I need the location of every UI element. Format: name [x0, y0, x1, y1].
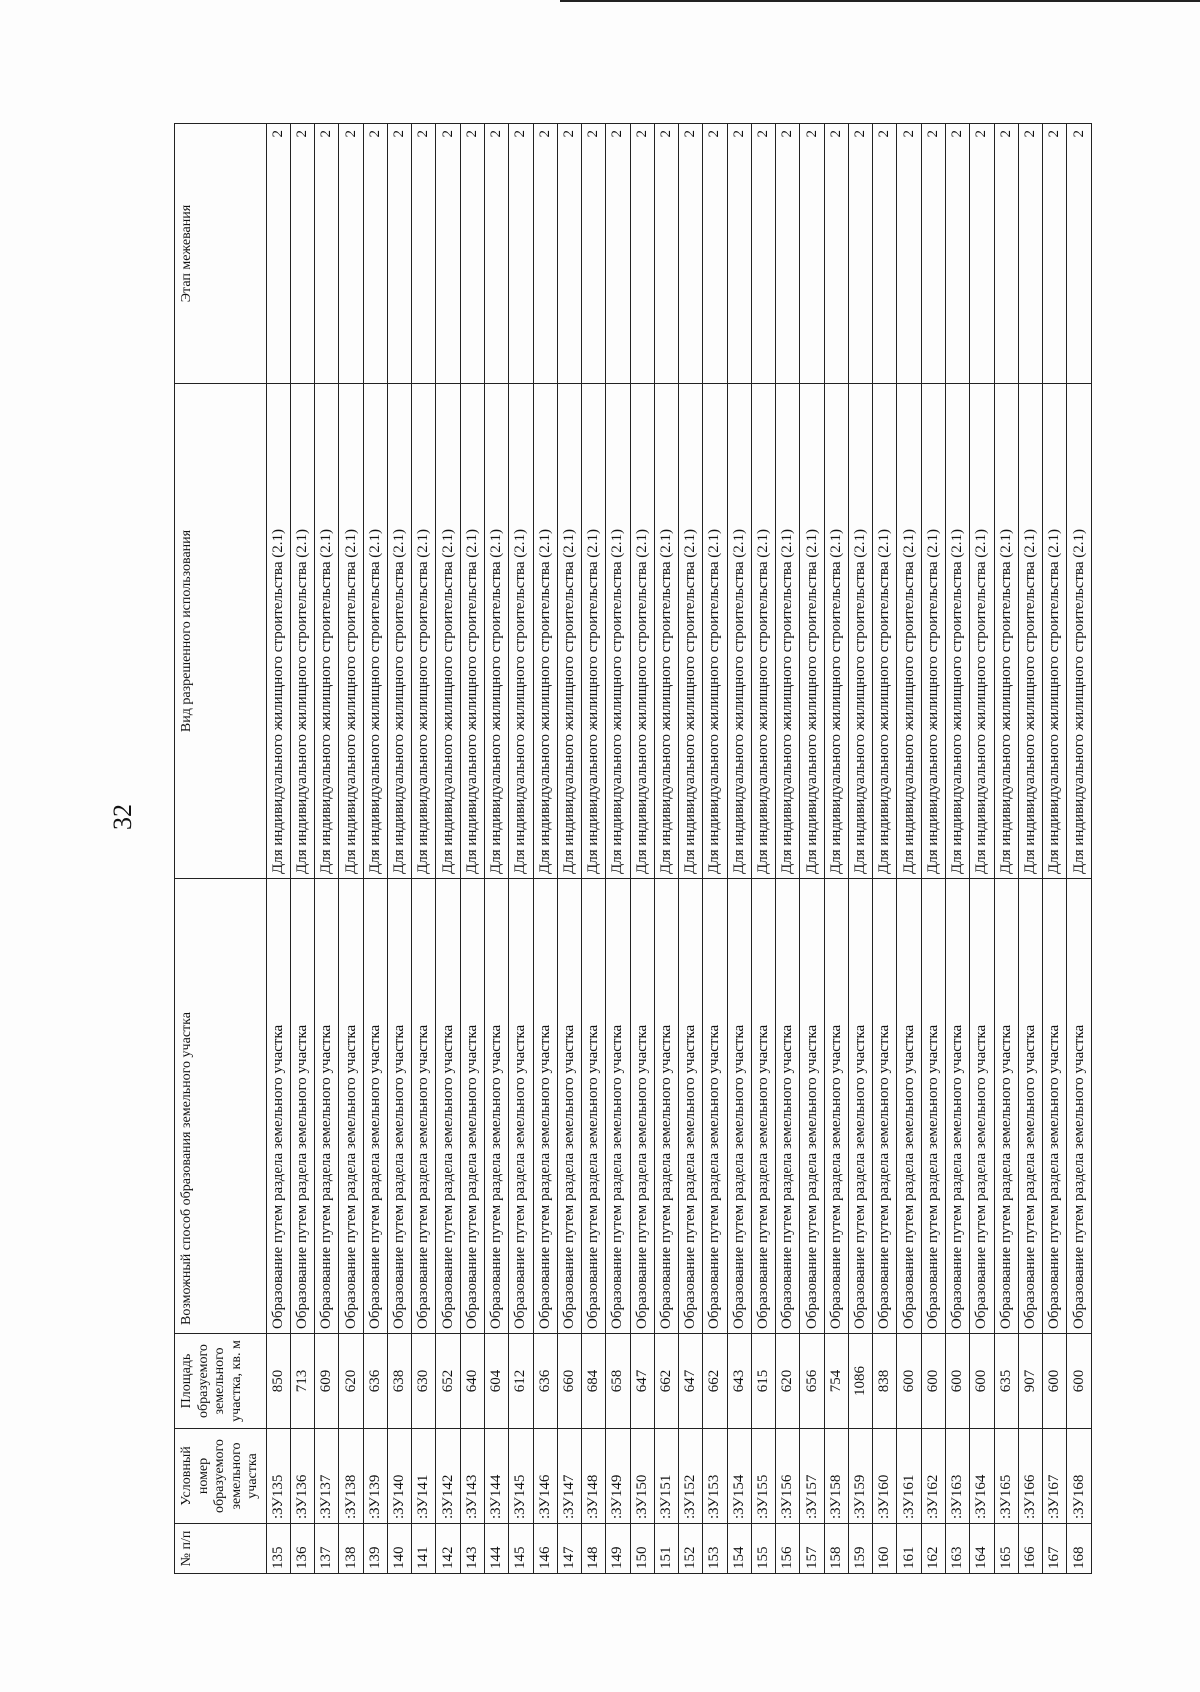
cell-num: 137 [315, 1524, 339, 1574]
cell-num: 135 [266, 1524, 290, 1574]
cell-use: Для индивидуального жилищного строительства (2.1) [654, 384, 678, 879]
cell-method: Образование путем раздела земельного участка [873, 879, 897, 1334]
cell-use: Для индивидуального жилищного строительства (2.1) [873, 384, 897, 879]
cell-stage: 2 [897, 124, 921, 384]
cell-num: 139 [363, 1524, 387, 1574]
cell-method: Образование путем раздела земельного участка [703, 879, 727, 1334]
cell-code: :ЗУ143 [460, 1429, 484, 1524]
cell-stage: 2 [412, 124, 436, 384]
cell-num: 157 [800, 1524, 824, 1574]
cell-code: :ЗУ162 [921, 1429, 945, 1524]
cell-code: :ЗУ149 [606, 1429, 630, 1524]
cell-code: :ЗУ159 [848, 1429, 872, 1524]
cell-code: :ЗУ136 [290, 1429, 314, 1524]
cell-stage: 2 [1067, 124, 1092, 384]
cell-use: Для индивидуального жилищного строительства (2.1) [1043, 384, 1067, 879]
header-area: Площадь образуемого земельного участка, кв. м [175, 1334, 267, 1429]
cell-stage: 2 [824, 124, 848, 384]
cell-num: 167 [1043, 1524, 1067, 1574]
cell-code: :ЗУ161 [897, 1429, 921, 1524]
table-row [848, 124, 872, 1574]
table-row [363, 124, 387, 1574]
cell-code: :ЗУ152 [679, 1429, 703, 1524]
cell-area: 660 [557, 1334, 581, 1429]
cell-area: 604 [484, 1334, 508, 1429]
table-row [970, 124, 994, 1574]
cell-stage: 2 [727, 124, 751, 384]
header-method: Возможный способ образования земельного участка [175, 879, 267, 1334]
header-code: Условный номер образуемого земельного участка [175, 1429, 267, 1524]
cell-stage: 2 [751, 124, 775, 384]
cell-use: Для индивидуального жилищного строительства (2.1) [557, 384, 581, 879]
cell-stage: 2 [994, 124, 1018, 384]
cell-area: 600 [1043, 1334, 1067, 1429]
cell-method: Образование путем раздела земельного участка [630, 879, 654, 1334]
cell-stage: 2 [460, 124, 484, 384]
cell-method: Образование путем раздела земельного участка [1018, 879, 1042, 1334]
cell-code: :ЗУ150 [630, 1429, 654, 1524]
cell-area: 662 [703, 1334, 727, 1429]
cell-method: Образование путем раздела земельного участка [460, 879, 484, 1334]
table-row [1043, 124, 1067, 1574]
header-num: № п/п [175, 1524, 267, 1574]
cell-code: :ЗУ135 [266, 1429, 290, 1524]
cell-area: 600 [970, 1334, 994, 1429]
cell-method: Образование путем раздела земельного участка [1043, 879, 1067, 1334]
cell-code: :ЗУ164 [970, 1429, 994, 1524]
table-row [387, 124, 411, 1574]
cell-use: Для индивидуального жилищного строительства (2.1) [460, 384, 484, 879]
cell-code: :ЗУ166 [1018, 1429, 1042, 1524]
cell-num: 153 [703, 1524, 727, 1574]
cell-use: Для индивидуального жилищного строительства (2.1) [800, 384, 824, 879]
table-row [266, 124, 290, 1574]
table-row [533, 124, 557, 1574]
cell-num: 158 [824, 1524, 848, 1574]
cell-num: 168 [1067, 1524, 1092, 1574]
cell-method: Образование путем раздела земельного участка [315, 879, 339, 1334]
cell-method: Образование путем раздела земельного участка [800, 879, 824, 1334]
cell-method: Образование путем раздела земельного участка [970, 879, 994, 1334]
cell-num: 146 [533, 1524, 557, 1574]
cell-use: Для индивидуального жилищного строительства (2.1) [363, 384, 387, 879]
header-stage: Этап межевания [175, 124, 267, 384]
cell-code: :ЗУ146 [533, 1429, 557, 1524]
cell-num: 156 [776, 1524, 800, 1574]
cell-method: Образование путем раздела земельного участка [363, 879, 387, 1334]
cell-method: Образование путем раздела земельного участка [557, 879, 581, 1334]
cell-stage: 2 [484, 124, 508, 384]
cell-use: Для индивидуального жилищного строительства (2.1) [897, 384, 921, 879]
cell-use: Для индивидуального жилищного строительства (2.1) [290, 384, 314, 879]
table-row [921, 124, 945, 1574]
cell-num: 159 [848, 1524, 872, 1574]
cell-use: Для индивидуального жилищного строительства (2.1) [824, 384, 848, 879]
cell-num: 155 [751, 1524, 775, 1574]
table-row [800, 124, 824, 1574]
table-row [1067, 124, 1092, 1574]
cell-method: Образование путем раздела земельного участка [606, 879, 630, 1334]
cell-num: 147 [557, 1524, 581, 1574]
cell-use: Для индивидуального жилищного строительства (2.1) [315, 384, 339, 879]
cell-stage: 2 [776, 124, 800, 384]
table-row [654, 124, 678, 1574]
cell-code: :ЗУ142 [436, 1429, 460, 1524]
cell-method: Образование путем раздела земельного участка [436, 879, 460, 1334]
cell-stage: 2 [315, 124, 339, 384]
cell-stage: 2 [582, 124, 606, 384]
table-row [1018, 124, 1042, 1574]
cell-method: Образование путем раздела земельного участка [946, 879, 970, 1334]
cell-area: 656 [800, 1334, 824, 1429]
cell-stage: 2 [654, 124, 678, 384]
cell-use: Для индивидуального жилищного строительства (2.1) [436, 384, 460, 879]
cell-use: Для индивидуального жилищного строительства (2.1) [630, 384, 654, 879]
cell-stage: 2 [363, 124, 387, 384]
cell-use: Для индивидуального жилищного строительства (2.1) [266, 384, 290, 879]
cell-stage: 2 [509, 124, 533, 384]
cell-code: :ЗУ140 [387, 1429, 411, 1524]
cell-num: 163 [946, 1524, 970, 1574]
cell-code: :ЗУ160 [873, 1429, 897, 1524]
rotated-table-container [174, 124, 1092, 1574]
cell-area: 643 [727, 1334, 751, 1429]
cell-area: 662 [654, 1334, 678, 1429]
cell-code: :ЗУ147 [557, 1429, 581, 1524]
cell-code: :ЗУ157 [800, 1429, 824, 1524]
table-row [290, 124, 314, 1574]
cell-use: Для индивидуального жилищного строительства (2.1) [412, 384, 436, 879]
cell-method: Образование путем раздела земельного участка [339, 879, 363, 1334]
cell-stage: 2 [921, 124, 945, 384]
cell-use: Для индивидуального жилищного строительства (2.1) [606, 384, 630, 879]
cell-area: 630 [412, 1334, 436, 1429]
cell-method: Образование путем раздела земельного участка [484, 879, 508, 1334]
table-row [339, 124, 363, 1574]
cell-code: :ЗУ158 [824, 1429, 848, 1524]
cell-stage: 2 [970, 124, 994, 384]
cell-area: 907 [1018, 1334, 1042, 1429]
table-row [751, 124, 775, 1574]
cell-use: Для индивидуального жилищного строительства (2.1) [484, 384, 508, 879]
cell-area: 600 [897, 1334, 921, 1429]
cell-use: Для индивидуального жилищного строительства (2.1) [946, 384, 970, 879]
cell-num: 161 [897, 1524, 921, 1574]
cell-area: 647 [679, 1334, 703, 1429]
cell-num: 142 [436, 1524, 460, 1574]
table-header-row [175, 124, 267, 1574]
cell-stage: 2 [436, 124, 460, 384]
cell-num: 150 [630, 1524, 654, 1574]
cell-use: Для индивидуального жилищного строительства (2.1) [387, 384, 411, 879]
cell-code: :ЗУ139 [363, 1429, 387, 1524]
cell-use: Для индивидуального жилищного строительства (2.1) [582, 384, 606, 879]
table-row [412, 124, 436, 1574]
cell-area: 620 [776, 1334, 800, 1429]
cell-use: Для индивидуального жилищного строительства (2.1) [921, 384, 945, 879]
table-row [946, 124, 970, 1574]
cell-code: :ЗУ144 [484, 1429, 508, 1524]
table-row [727, 124, 751, 1574]
cell-stage: 2 [630, 124, 654, 384]
table-row [606, 124, 630, 1574]
cell-area: 850 [266, 1334, 290, 1429]
table-row [509, 124, 533, 1574]
table-row [484, 124, 508, 1574]
table-row [582, 124, 606, 1574]
cell-method: Образование путем раздела земельного участка [994, 879, 1018, 1334]
cell-stage: 2 [533, 124, 557, 384]
table-row [436, 124, 460, 1574]
cell-code: :ЗУ167 [1043, 1429, 1067, 1524]
cell-stage: 2 [557, 124, 581, 384]
cell-code: :ЗУ148 [582, 1429, 606, 1524]
cell-code: :ЗУ165 [994, 1429, 1018, 1524]
cell-area: 658 [606, 1334, 630, 1429]
cell-method: Образование путем раздела земельного участка [776, 879, 800, 1334]
cell-stage: 2 [800, 124, 824, 384]
cell-stage: 2 [290, 124, 314, 384]
cell-num: 138 [339, 1524, 363, 1574]
cell-area: 647 [630, 1334, 654, 1429]
cell-num: 148 [582, 1524, 606, 1574]
cell-code: :ЗУ137 [315, 1429, 339, 1524]
cell-area: 638 [387, 1334, 411, 1429]
cell-code: :ЗУ138 [339, 1429, 363, 1524]
cell-stage: 2 [1043, 124, 1067, 384]
table-row [776, 124, 800, 1574]
header-use: Вид разрешенного использования [175, 384, 267, 879]
cell-num: 144 [484, 1524, 508, 1574]
cell-use: Для индивидуального жилищного строительства (2.1) [727, 384, 751, 879]
cell-use: Для индивидуального жилищного строительства (2.1) [703, 384, 727, 879]
cell-area: 635 [994, 1334, 1018, 1429]
cell-num: 162 [921, 1524, 945, 1574]
cell-method: Образование путем раздела земельного участка [1067, 879, 1092, 1334]
cell-area: 684 [582, 1334, 606, 1429]
cell-area: 600 [946, 1334, 970, 1429]
cell-code: :ЗУ151 [654, 1429, 678, 1524]
cell-use: Для индивидуального жилищного строительства (2.1) [339, 384, 363, 879]
table-row [824, 124, 848, 1574]
cell-use: Для индивидуального жилищного строительства (2.1) [1067, 384, 1092, 879]
cell-stage: 2 [873, 124, 897, 384]
cell-method: Образование путем раздела земельного участка [290, 879, 314, 1334]
cell-area: 615 [751, 1334, 775, 1429]
cell-num: 140 [387, 1524, 411, 1574]
cell-area: 600 [921, 1334, 945, 1429]
table-row [557, 124, 581, 1574]
cell-code: :ЗУ163 [946, 1429, 970, 1524]
cell-use: Для индивидуального жилищного строительства (2.1) [970, 384, 994, 879]
table-row [703, 124, 727, 1574]
cell-method: Образование путем раздела земельного участка [582, 879, 606, 1334]
cell-code: :ЗУ168 [1067, 1429, 1092, 1524]
cell-num: 164 [970, 1524, 994, 1574]
cell-use: Для индивидуального жилищного строительства (2.1) [509, 384, 533, 879]
cell-area: 652 [436, 1334, 460, 1429]
cell-num: 145 [509, 1524, 533, 1574]
cell-area: 636 [533, 1334, 557, 1429]
cell-code: :ЗУ155 [751, 1429, 775, 1524]
cell-method: Образование путем раздела земельного участка [266, 879, 290, 1334]
cell-num: 152 [679, 1524, 703, 1574]
table-row [873, 124, 897, 1574]
cell-area: 1086 [848, 1334, 872, 1429]
cell-num: 160 [873, 1524, 897, 1574]
cell-area: 636 [363, 1334, 387, 1429]
page-number: 32 [108, 804, 137, 830]
cell-method: Образование путем раздела земельного участка [751, 879, 775, 1334]
cell-stage: 2 [946, 124, 970, 384]
cell-code: :ЗУ145 [509, 1429, 533, 1524]
cell-stage: 2 [1018, 124, 1042, 384]
cell-num: 136 [290, 1524, 314, 1574]
cell-num: 141 [412, 1524, 436, 1574]
cell-use: Для индивидуального жилищного строительства (2.1) [533, 384, 557, 879]
cell-num: 143 [460, 1524, 484, 1574]
cell-method: Образование путем раздела земельного участка [387, 879, 411, 1334]
cell-stage: 2 [339, 124, 363, 384]
cell-method: Образование путем раздела земельного участка [412, 879, 436, 1334]
cell-num: 165 [994, 1524, 1018, 1574]
cell-stage: 2 [266, 124, 290, 384]
table-row [460, 124, 484, 1574]
cell-method: Образование путем раздела земельного участка [509, 879, 533, 1334]
cell-area: 838 [873, 1334, 897, 1429]
cell-stage: 2 [848, 124, 872, 384]
table-row [630, 124, 654, 1574]
cell-method: Образование путем раздела земельного участка [727, 879, 751, 1334]
table-row [897, 124, 921, 1574]
cell-use: Для индивидуального жилищного строительства (2.1) [1018, 384, 1042, 879]
cell-num: 149 [606, 1524, 630, 1574]
cell-method: Образование путем раздела земельного участка [921, 879, 945, 1334]
table-row [315, 124, 339, 1574]
cell-code: :ЗУ141 [412, 1429, 436, 1524]
table-body [266, 124, 1091, 1574]
cell-method: Образование путем раздела земельного участка [848, 879, 872, 1334]
cell-code: :ЗУ156 [776, 1429, 800, 1524]
scan-border-line [560, 0, 1200, 2]
cell-use: Для индивидуального жилищного строительства (2.1) [776, 384, 800, 879]
cell-code: :ЗУ154 [727, 1429, 751, 1524]
cell-num: 166 [1018, 1524, 1042, 1574]
cell-code: :ЗУ153 [703, 1429, 727, 1524]
cell-stage: 2 [387, 124, 411, 384]
cell-num: 151 [654, 1524, 678, 1574]
cell-method: Образование путем раздела земельного участка [654, 879, 678, 1334]
cell-use: Для индивидуального жилищного строительства (2.1) [994, 384, 1018, 879]
cell-use: Для индивидуального жилищного строительства (2.1) [848, 384, 872, 879]
cell-area: 600 [1067, 1334, 1092, 1429]
table-row [994, 124, 1018, 1574]
cell-stage: 2 [606, 124, 630, 384]
cell-area: 640 [460, 1334, 484, 1429]
cell-area: 754 [824, 1334, 848, 1429]
cell-area: 612 [509, 1334, 533, 1429]
cell-stage: 2 [703, 124, 727, 384]
cell-num: 154 [727, 1524, 751, 1574]
cell-method: Образование путем раздела земельного участка [897, 879, 921, 1334]
cell-method: Образование путем раздела земельного участка [533, 879, 557, 1334]
land-plots-table [174, 123, 1092, 1574]
cell-area: 713 [290, 1334, 314, 1429]
table-row [679, 124, 703, 1574]
cell-area: 620 [339, 1334, 363, 1429]
cell-method: Образование путем раздела земельного участка [679, 879, 703, 1334]
cell-stage: 2 [679, 124, 703, 384]
cell-area: 609 [315, 1334, 339, 1429]
cell-use: Для индивидуального жилищного строительства (2.1) [679, 384, 703, 879]
cell-use: Для индивидуального жилищного строительства (2.1) [751, 384, 775, 879]
cell-method: Образование путем раздела земельного участка [824, 879, 848, 1334]
